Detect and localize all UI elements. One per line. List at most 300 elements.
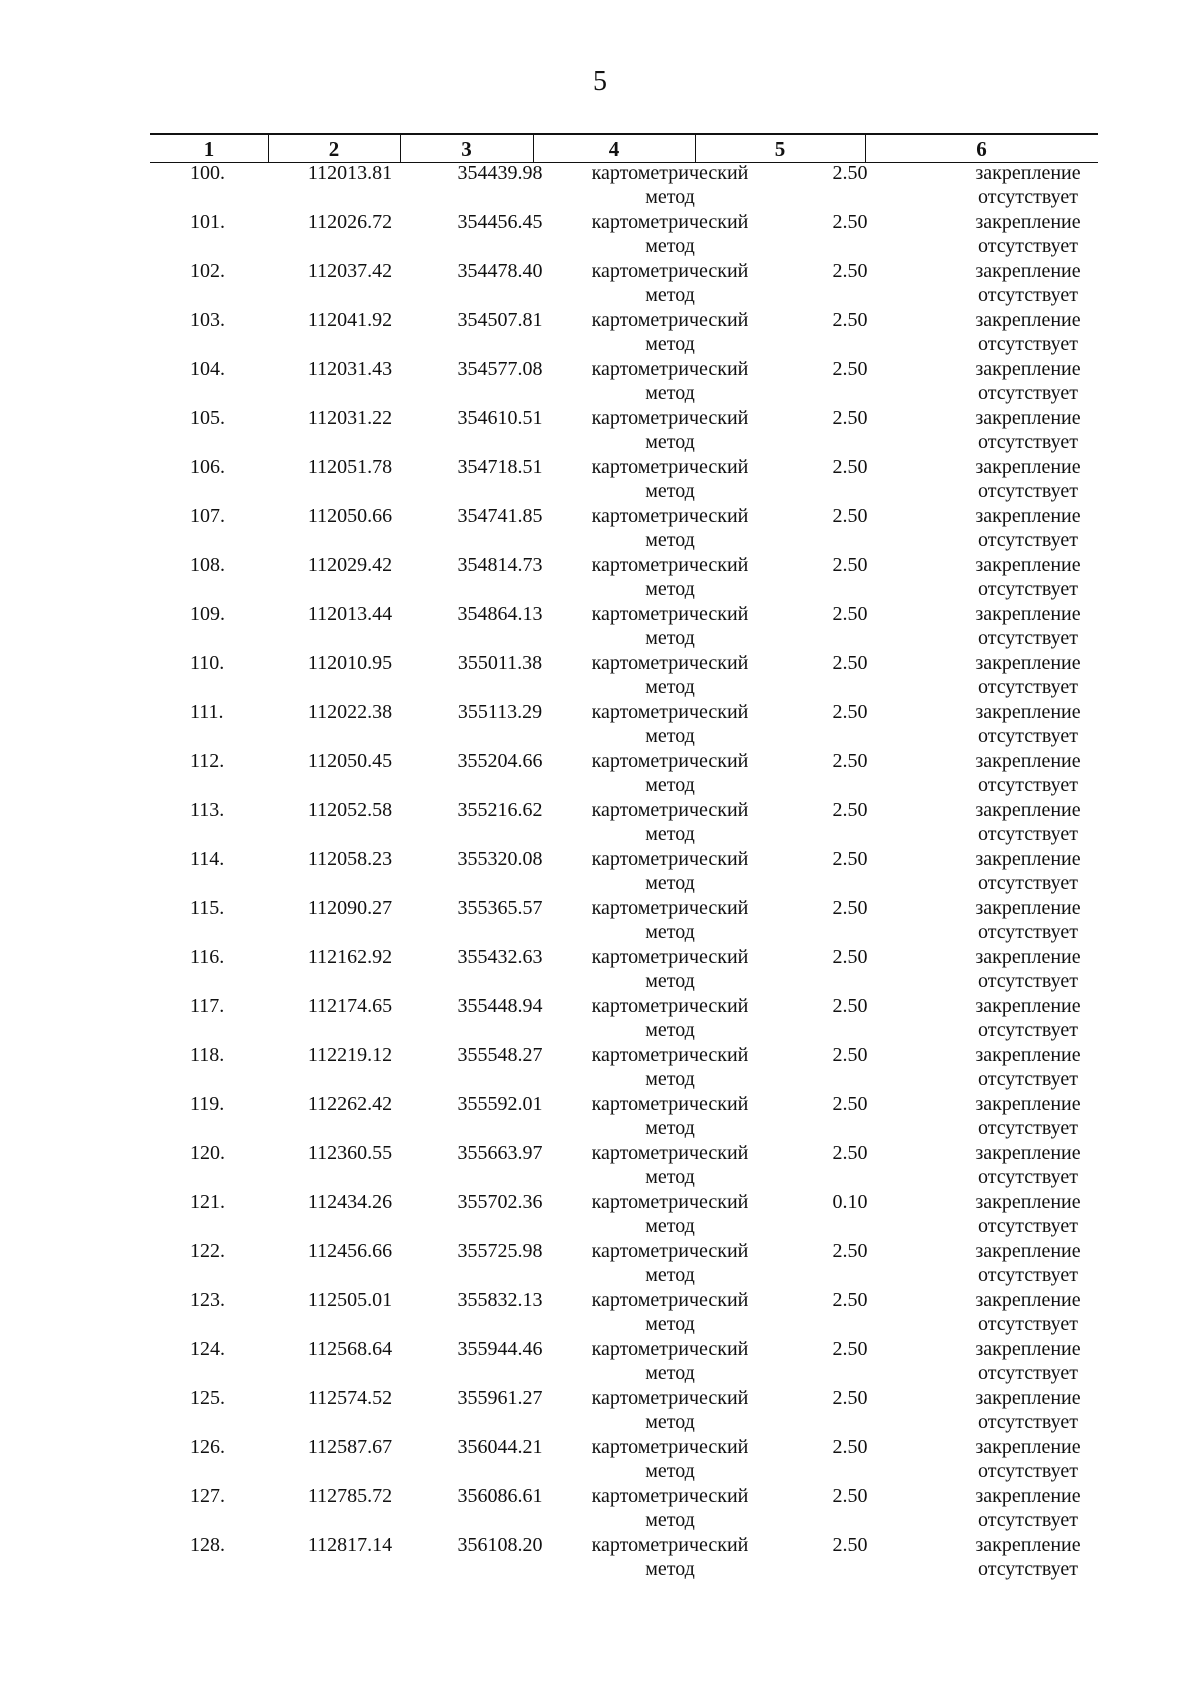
accuracy-value: 2.50 [832,162,868,184]
table-row [150,259,1098,308]
anchor-line-2: отсутствует [977,578,1079,600]
method-line-1: картометрический [591,1338,749,1360]
coordinate-x: 112031.43 [307,358,393,380]
method-line-2: метод [645,480,695,502]
anchor-line-2: отсутствует [977,725,1079,747]
method-cell [570,455,770,503]
anchor-line-1: закрепление [975,799,1081,821]
anchor-cell [958,896,1098,944]
accuracy-value: 2.50 [832,505,868,527]
point-number: 115. [190,897,225,919]
anchor-cell [958,1043,1098,1091]
accuracy-value: 2.50 [832,1338,868,1360]
anchor-line-2: отсутствует [977,382,1079,404]
method-cell [570,896,770,944]
point-number: 114. [190,848,225,870]
method-line-2: метод [645,1215,695,1237]
method-line-1: картометрический [591,1044,749,1066]
coordinate-x: 112051.78 [307,456,393,478]
anchor-cell [958,1533,1098,1581]
coordinate-x: 112050.66 [307,505,393,527]
coordinate-x: 112587.67 [307,1436,393,1458]
table-row [150,406,1098,455]
anchor-line-1: закрепление [975,1093,1081,1115]
header-col-5: 5 [774,137,786,161]
anchor-line-2: отсутствует [977,676,1079,698]
point-number: 101. [190,211,225,233]
anchor-cell [958,259,1098,307]
accuracy-value: 2.50 [832,260,868,282]
table-row [150,1435,1098,1484]
point-number: 124. [190,1338,225,1360]
method-line-1: картометрический [591,456,749,478]
point-number: 125. [190,1387,225,1409]
coordinate-y: 354814.73 [457,554,543,576]
header-col-3: 3 [461,137,472,161]
method-line-1: картометрический [591,260,749,282]
accuracy-value: 2.50 [832,848,868,870]
coordinate-x: 112041.92 [307,309,393,331]
method-line-1: картометрический [591,1289,749,1311]
method-cell [570,504,770,552]
anchor-line-1: закрепление [975,1338,1081,1360]
method-line-1: картометрический [591,309,749,331]
anchor-line-2: отсутствует [977,284,1079,306]
anchor-line-1: закрепление [975,603,1081,625]
anchor-line-1: закрепление [975,701,1081,723]
accuracy-value: 2.50 [832,1387,868,1409]
accuracy-value: 2.50 [832,1142,868,1164]
accuracy-value: 2.50 [832,456,868,478]
method-line-1: картометрический [591,407,749,429]
anchor-line-2: отсутствует [977,1411,1079,1433]
method-line-2: метод [645,1019,695,1041]
table-row [150,651,1098,700]
method-line-1: картометрический [591,848,749,870]
point-number: 111. [190,701,224,723]
point-number: 128. [190,1534,225,1556]
coordinate-y: 355592.01 [457,1093,543,1115]
accuracy-value: 2.50 [832,750,868,772]
anchor-line-2: отсутствует [977,235,1079,257]
coordinate-x: 112013.44 [307,603,393,625]
method-line-2: метод [645,1313,695,1335]
anchor-line-1: закрепление [975,995,1081,1017]
coordinate-y: 354864.13 [457,603,543,625]
anchor-cell [958,553,1098,601]
anchor-cell [958,1239,1098,1287]
accuracy-value: 2.50 [832,897,868,919]
method-line-1: картометрический [591,603,749,625]
anchor-cell [958,504,1098,552]
table-row [150,553,1098,602]
method-line-1: картометрический [591,358,749,380]
table-row [150,161,1098,210]
accuracy-value: 2.50 [832,554,868,576]
anchor-cell [958,749,1098,797]
method-line-2: метод [645,725,695,747]
anchor-line-1: закрепление [975,897,1081,919]
method-line-2: метод [645,235,695,257]
coordinate-y: 354610.51 [457,407,543,429]
anchor-cell [958,945,1098,993]
coordinate-x: 112456.66 [307,1240,393,1262]
anchor-line-1: закрепление [975,946,1081,968]
accuracy-value: 2.50 [832,1289,868,1311]
method-line-1: картометрический [591,162,749,184]
coordinate-x: 112262.42 [307,1093,393,1115]
method-cell [570,1190,770,1238]
accuracy-value: 0.10 [832,1191,868,1213]
table-row [150,455,1098,504]
table-row [150,210,1098,259]
table-row [150,994,1098,1043]
table-row [150,700,1098,749]
point-number: 105. [190,407,225,429]
point-number: 102. [190,260,225,282]
accuracy-value: 2.50 [832,407,868,429]
method-line-1: картометрический [591,946,749,968]
accuracy-value: 2.50 [832,358,868,380]
coordinate-y: 355113.29 [457,701,543,723]
header-col-1: 1 [203,137,215,161]
coordinate-y: 354507.81 [457,309,543,331]
method-line-1: картометрический [591,1485,749,1507]
point-number: 109. [190,603,225,625]
method-line-1: картометрический [591,750,749,772]
anchor-line-1: закрепление [975,1044,1081,1066]
anchor-cell [958,357,1098,405]
accuracy-value: 2.50 [832,1485,868,1507]
point-number: 123. [190,1289,225,1311]
method-cell [570,602,770,650]
table-row [150,1533,1098,1582]
coordinate-y: 355011.38 [457,652,543,674]
anchor-line-2: отсутствует [977,1558,1079,1580]
point-number: 122. [190,1240,225,1262]
method-line-1: картометрический [591,505,749,527]
anchor-line-1: закрепление [975,1142,1081,1164]
anchor-cell [958,994,1098,1042]
coordinate-y: 355702.36 [457,1191,543,1213]
method-cell [570,1043,770,1091]
anchor-cell [958,602,1098,650]
method-cell [570,1337,770,1385]
coordinate-y: 356086.61 [457,1485,543,1507]
method-cell [570,259,770,307]
method-line-1: картометрический [591,554,749,576]
method-cell [570,1092,770,1140]
anchor-line-1: закрепление [975,358,1081,380]
anchor-line-1: закрепление [975,554,1081,576]
table-row [150,1092,1098,1141]
method-cell [570,1141,770,1189]
coordinate-y: 355365.57 [457,897,543,919]
header-col-2: 2 [328,137,340,161]
point-number: 116. [190,946,225,968]
method-line-2: метод [645,676,695,698]
method-cell [570,210,770,258]
point-number: 110. [190,652,225,674]
coordinate-y: 355944.46 [457,1338,543,1360]
method-cell [570,1288,770,1336]
point-number: 127. [190,1485,225,1507]
coordinate-y: 355725.98 [457,1240,543,1262]
coordinate-x: 112360.55 [307,1142,393,1164]
coordinate-y: 355663.97 [457,1142,543,1164]
anchor-line-1: закрепление [975,848,1081,870]
anchor-cell [958,1386,1098,1434]
anchor-line-1: закрепление [975,309,1081,331]
method-line-2: метод [645,1117,695,1139]
table-row [150,308,1098,357]
coordinate-x: 112010.95 [307,652,393,674]
coordinate-x: 112434.26 [307,1191,393,1213]
method-line-2: метод [645,1558,695,1580]
anchor-cell [958,161,1098,209]
header-col-6: 6 [976,137,987,161]
method-line-1: картометрический [591,1240,749,1262]
method-cell [570,1239,770,1287]
coordinate-y: 355961.27 [457,1387,543,1409]
anchor-cell [958,1141,1098,1189]
coordinate-y: 356108.20 [457,1534,543,1556]
point-number: 119. [190,1093,225,1115]
anchor-cell [958,308,1098,356]
point-number: 112. [190,750,225,772]
table-row [150,1337,1098,1386]
method-line-2: метод [645,1068,695,1090]
method-line-2: метод [645,1362,695,1384]
coordinate-y: 354577.08 [457,358,543,380]
anchor-line-1: закрепление [975,407,1081,429]
anchor-line-2: отсутствует [977,1019,1079,1041]
anchor-line-2: отсутствует [977,480,1079,502]
coordinate-x: 112219.12 [307,1044,393,1066]
method-cell [570,749,770,797]
anchor-line-2: отсутствует [977,1460,1079,1482]
anchor-line-2: отсутствует [977,333,1079,355]
anchor-line-2: отсутствует [977,970,1079,992]
table-row [150,1043,1098,1092]
coordinate-y: 355548.27 [457,1044,543,1066]
method-line-2: метод [645,872,695,894]
coordinate-y: 355204.66 [457,750,543,772]
coordinate-x: 112029.42 [307,554,393,576]
method-line-2: метод [645,578,695,600]
anchor-line-1: закрепление [975,750,1081,772]
point-number: 118. [190,1044,225,1066]
table-header [150,133,1098,163]
method-cell [570,847,770,895]
coordinate-y: 354741.85 [457,505,543,527]
coordinate-y: 355320.08 [457,848,543,870]
method-cell [570,406,770,454]
method-line-2: метод [645,1460,695,1482]
anchor-line-1: закрепление [975,1485,1081,1507]
anchor-line-1: закрепление [975,1436,1081,1458]
method-line-2: метод [645,774,695,796]
table-row [150,749,1098,798]
anchor-cell [958,1337,1098,1385]
method-line-2: метод [645,431,695,453]
accuracy-value: 2.50 [832,1534,868,1556]
anchor-cell [958,455,1098,503]
accuracy-value: 2.50 [832,995,868,1017]
method-line-1: картометрический [591,1534,749,1556]
method-cell [570,553,770,601]
coordinate-x: 112574.52 [307,1387,393,1409]
anchor-line-2: отсутствует [977,823,1079,845]
method-line-2: метод [645,284,695,306]
method-line-1: картометрический [591,897,749,919]
accuracy-value: 2.50 [832,603,868,625]
anchor-line-1: закрепление [975,211,1081,233]
table-row [150,357,1098,406]
anchor-line-2: отсутствует [977,1117,1079,1139]
table-row [150,1288,1098,1337]
anchor-line-2: отсутствует [977,1215,1079,1237]
anchor-line-2: отсутствует [977,872,1079,894]
method-line-1: картометрический [591,799,749,821]
point-number: 100. [190,162,225,184]
table-row [150,847,1098,896]
coordinate-x: 112013.81 [307,162,393,184]
method-line-1: картометрический [591,1142,749,1164]
coordinate-x: 112174.65 [307,995,393,1017]
point-number: 104. [190,358,225,380]
point-number: 106. [190,456,225,478]
anchor-cell [958,798,1098,846]
accuracy-value: 2.50 [832,1093,868,1115]
coordinate-y: 355448.94 [457,995,543,1017]
coordinate-x: 112022.38 [307,701,393,723]
anchor-line-1: закрепление [975,1191,1081,1213]
method-cell [570,308,770,356]
table-row [150,896,1098,945]
table-row [150,1484,1098,1533]
method-line-2: метод [645,921,695,943]
method-cell [570,798,770,846]
method-line-2: метод [645,1166,695,1188]
coordinate-y: 355432.63 [457,946,543,968]
anchor-cell [958,700,1098,748]
point-number: 120. [190,1142,225,1164]
method-line-2: метод [645,333,695,355]
page-number: 5 [593,66,607,97]
method-line-2: метод [645,1264,695,1286]
coordinate-x: 112052.58 [307,799,393,821]
table-row [150,1141,1098,1190]
method-line-2: метод [645,823,695,845]
accuracy-value: 2.50 [832,799,868,821]
anchor-line-2: отсутствует [977,431,1079,453]
accuracy-value: 2.50 [832,1044,868,1066]
coordinate-y: 354478.40 [457,260,543,282]
method-line-2: метод [645,1411,695,1433]
coordinate-x: 112058.23 [307,848,393,870]
method-line-2: метод [645,627,695,649]
anchor-cell [958,1190,1098,1238]
accuracy-value: 2.50 [832,1436,868,1458]
anchor-line-2: отсутствует [977,186,1079,208]
anchor-cell [958,1092,1098,1140]
coordinate-x: 112026.72 [307,211,393,233]
anchor-line-2: отсутствует [977,627,1079,649]
anchor-cell [958,847,1098,895]
anchor-line-1: закрепление [975,505,1081,527]
table-row [150,602,1098,651]
coordinate-y: 355832.13 [457,1289,543,1311]
method-cell [570,945,770,993]
accuracy-value: 2.50 [832,701,868,723]
method-line-1: картометрический [591,1191,749,1213]
coordinate-x: 112031.22 [307,407,393,429]
point-number: 121. [190,1191,225,1213]
point-number: 103. [190,309,225,331]
anchor-cell [958,210,1098,258]
accuracy-value: 2.50 [832,1240,868,1262]
method-line-2: метод [645,186,695,208]
accuracy-value: 2.50 [832,211,868,233]
method-cell [570,161,770,209]
anchor-line-2: отсутствует [977,1509,1079,1531]
method-cell [570,357,770,405]
method-cell [570,1484,770,1532]
coordinate-x: 112090.27 [307,897,393,919]
point-number: 126. [190,1436,225,1458]
accuracy-value: 2.50 [832,652,868,674]
table-row [150,504,1098,553]
method-cell [570,651,770,699]
method-cell [570,1386,770,1434]
coordinate-y: 354439.98 [457,162,543,184]
method-line-1: картометрический [591,211,749,233]
coordinate-y: 354456.45 [457,211,543,233]
anchor-line-1: закрепление [975,456,1081,478]
coordinate-y: 356044.21 [457,1436,543,1458]
anchor-line-1: закрепление [975,1289,1081,1311]
coordinate-x: 112505.01 [307,1289,393,1311]
method-line-2: метод [645,529,695,551]
accuracy-value: 2.50 [832,309,868,331]
anchor-line-2: отсутствует [977,1264,1079,1286]
method-cell [570,1533,770,1581]
method-cell [570,700,770,748]
method-cell [570,994,770,1042]
coordinate-x: 112817.14 [307,1534,393,1556]
point-number: 108. [190,554,225,576]
table-row [150,798,1098,847]
method-line-1: картометрический [591,1093,749,1115]
method-line-1: картометрический [591,995,749,1017]
coordinate-x: 112785.72 [307,1485,393,1507]
coordinate-x: 112037.42 [307,260,393,282]
anchor-line-2: отсутствует [977,1068,1079,1090]
point-number: 107. [190,505,225,527]
method-line-2: метод [645,382,695,404]
anchor-line-1: закрепление [975,1240,1081,1262]
table-row [150,1239,1098,1288]
anchor-line-2: отсутствует [977,1166,1079,1188]
method-cell [570,1435,770,1483]
header-col-4: 4 [608,137,620,161]
anchor-cell [958,406,1098,454]
method-line-1: картометрический [591,1436,749,1458]
coordinate-x: 112568.64 [307,1338,393,1360]
table-row [150,1190,1098,1239]
anchor-line-2: отсутствует [977,921,1079,943]
